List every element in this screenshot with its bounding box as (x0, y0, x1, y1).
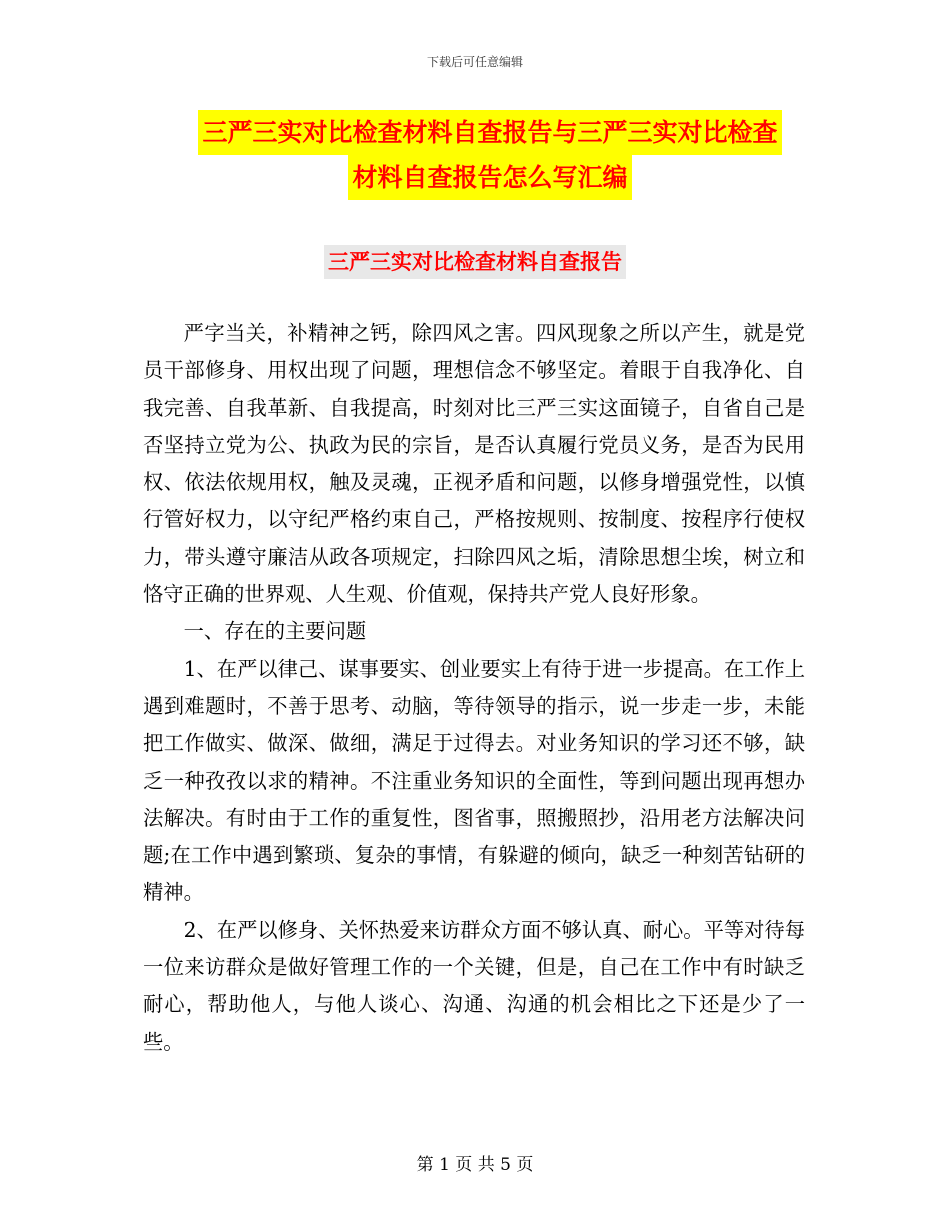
section-title-text: 三严三实对比检查材料自查报告 (324, 245, 626, 279)
section-title (0, 245, 950, 279)
paragraph-problem-1: 1、在严以律己、谋事要实、创业要实上有待于进一步提高。在工作上遇到难题时，不善于思考、动脑，等待领导的指示，说一步走一步，未能把工作做实、做深、做细，满足于过得去。对业务知识的学习还不够，缺乏一种孜孜以求的精神。不注重业务知识的全面性，等到问题出现再想办法解决。有时由于工作的重复性，图省事，照搬照抄，沿用老方法解决问题;在工作中遇到繁琐、复杂的事情，有躲避的倾向，缺乏一种刻苦钻研的精神。 (143, 656, 805, 905)
paragraph-heading-problems: 一、存在的主要问题 (183, 619, 367, 644)
header-note: 下载后可任意编辑 (426, 55, 523, 69)
paragraph-problem-2: 2、在严以修身、关怀热爱来访群众方面不够认真、耐心。平等对待每一位来访群众是做好管理工作的一个关键，但是，自己在工作中有时缺乏耐心，帮助他人，与他人谈心、沟通、沟通的机会相比之下还是少了一些。 (143, 917, 805, 1054)
title-line-1: 三严三实对比检查材料自查报告与三严三实对比检查 (198, 110, 781, 155)
title-line-2: 材料自查报告怎么写汇编 (348, 155, 631, 200)
page-footer: 第 1 页 共 5 页 (416, 1155, 534, 1175)
paragraph-intro: 严字当关，补精神之钙，除四风之害。四风现象之所以产生，就是党员干部修身、用权出现了问题，理想信念不够坚定。着眼于自我净化、自我完善、自我革新、自我提高，时刻对比三严三实这面镜子，自省自己是否坚持立党为公、执政为民的宗旨，是否认真履行党员义务，是否为民用权、依法依规用权，触及灵魂，正视矛盾和问题，以修身增强党性，以慎行管好权力，以守纪严格约束自己，严格按规则、按制度、按程序行使权力，带头遵守廉洁从政各项规定，扫除四风之垢，清除思想尘埃，树立和恪守正确的世界观、人生观、价值观，保持共产党人良好形象。 (143, 321, 805, 607)
document-title (140, 110, 840, 200)
document-body (143, 315, 805, 1061)
